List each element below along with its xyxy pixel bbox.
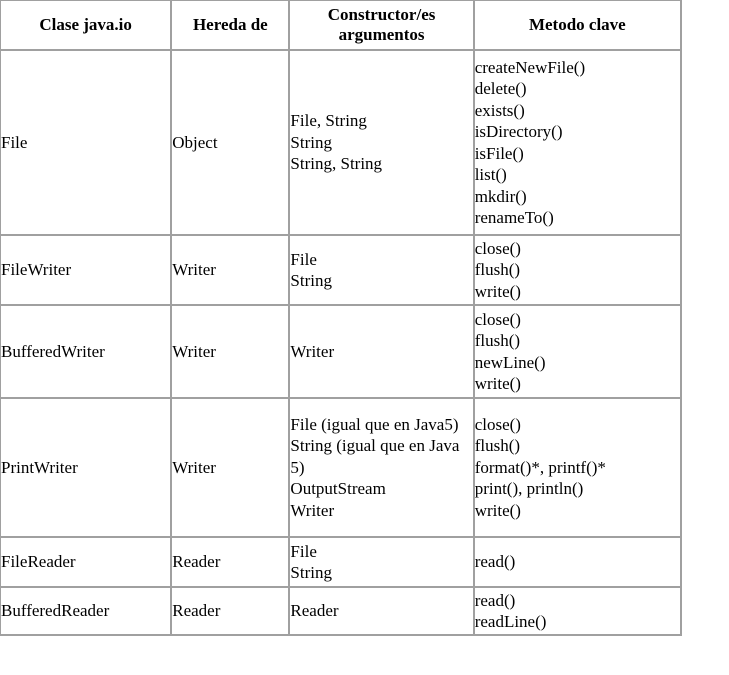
metodo-line: write(): [474, 281, 521, 301]
cell-hereda: Writer: [172, 399, 290, 538]
cell-metodos: [475, 306, 682, 399]
metodo-line: read(): [474, 590, 516, 610]
constructor-line: String: [290, 132, 332, 152]
cell-clase: BufferedReader: [1, 588, 172, 636]
table-row: [1, 588, 682, 636]
constructor-line: File: [290, 541, 317, 561]
cell-constructores: [290, 236, 474, 306]
constructor-line: String (igual que en Java 5): [290, 436, 460, 477]
cell-hereda: Object: [172, 51, 290, 236]
cell-metodos: [475, 399, 682, 538]
metodo-line: close(): [474, 238, 521, 258]
metodo-line: print(), println(): [474, 479, 584, 499]
cell-constructores: [290, 51, 474, 236]
metodo-line: renameTo(): [474, 208, 554, 227]
cell-hereda: Writer: [172, 236, 290, 306]
header-constructores: Constructor/es argumentos: [290, 1, 474, 51]
constructor-line: String: [290, 563, 332, 582]
constructor-line: File (igual que en Java5): [290, 414, 459, 434]
constructor-line: OutputStream: [290, 479, 386, 499]
metodo-line: readLine(): [474, 612, 547, 631]
cell-clase: File: [1, 51, 172, 236]
metodo-line: createNewFile(): [474, 57, 586, 77]
metodo-line: exists(): [474, 100, 525, 120]
cell-metodos: [475, 51, 682, 236]
cell-hereda: Reader: [172, 588, 290, 636]
constructor-line: Writer: [290, 500, 335, 520]
cell-metodos: [475, 588, 682, 636]
cell-constructores: [290, 588, 474, 636]
table-row: [1, 51, 682, 236]
table-row: [1, 306, 682, 399]
cell-constructores: [290, 538, 474, 588]
cell-clase: BufferedWriter: [1, 306, 172, 399]
header-clase: Clase java.io: [1, 1, 172, 51]
metodo-line: delete(): [474, 79, 527, 98]
cell-clase: FileWriter: [1, 236, 172, 306]
metodo-line: isDirectory(): [474, 122, 563, 141]
cell-metodos: [475, 538, 682, 588]
constructor-line: File: [290, 249, 317, 269]
metodo-line: write(): [474, 374, 521, 393]
constructor-line: String: [290, 271, 332, 290]
header-metodos: Metodo clave: [475, 1, 682, 51]
metodo-line: flush(): [474, 260, 521, 280]
metodo-line: mkdir(): [474, 186, 527, 206]
metodo-line: list(): [474, 165, 507, 184]
header-row: [1, 1, 682, 51]
constructor-line: File, String: [290, 111, 367, 131]
constructor-line: String, String: [290, 154, 383, 174]
metodo-line: format()*, printf()*: [474, 457, 606, 477]
cell-clase: FileReader: [1, 538, 172, 588]
table-row: [1, 236, 682, 306]
metodo-line: newLine(): [474, 352, 546, 372]
metodo-line: write(): [474, 500, 521, 520]
cell-clase: PrintWriter: [1, 399, 172, 538]
table-body: [1, 51, 682, 636]
cell-constructores: [290, 306, 474, 399]
metodo-line: flush(): [474, 436, 521, 456]
metodo-line: close(): [474, 414, 521, 434]
table-row: [1, 399, 682, 538]
metodo-line: read(): [474, 552, 516, 572]
constructor-line: Reader: [290, 601, 339, 621]
metodo-line: close(): [474, 309, 521, 329]
cell-hereda: Reader: [172, 538, 290, 588]
cell-hereda: Writer: [172, 306, 290, 399]
header-hereda: Hereda de: [172, 1, 290, 51]
cell-constructores: [290, 399, 474, 538]
constructor-line: Writer: [290, 341, 335, 361]
cell-metodos: [475, 236, 682, 306]
metodo-line: flush(): [474, 331, 521, 350]
metodo-line: isFile(): [474, 143, 524, 163]
table-row: [1, 538, 682, 588]
